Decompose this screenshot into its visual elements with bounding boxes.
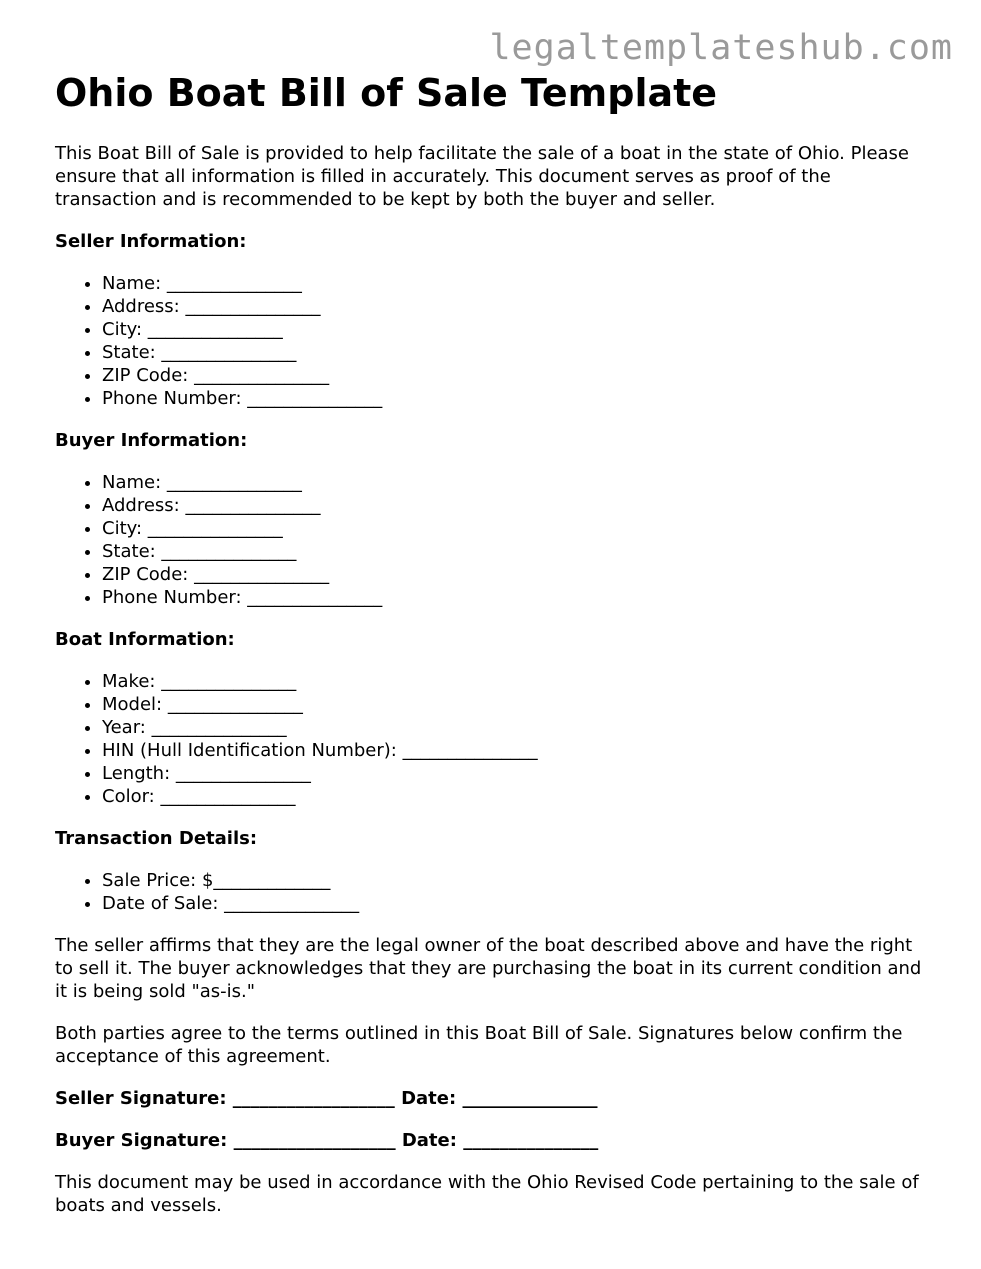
buyer-phone-field: • Phone Number: _______________ bbox=[102, 586, 935, 609]
watermark: legaltemplateshub.com bbox=[489, 28, 953, 68]
page-title: Ohio Boat Bill of Sale Template bbox=[55, 71, 718, 115]
seller-signature-line: Seller Signature: __________________ Date: _______________ bbox=[55, 1088, 598, 1109]
seller-heading: Seller Information: bbox=[55, 231, 247, 252]
seller-info-list bbox=[55, 272, 935, 410]
seller-state-field: • State: _______________ bbox=[102, 341, 935, 364]
affirmation-paragraph: The seller affirms that they are the legal owner of the boat described above and have the right to sell it. The buyer acknowledges that they are purchasing the boat in its current condition and it is being sold "as-is." bbox=[55, 935, 922, 1002]
intro-paragraph: This Boat Bill of Sale is provided to help facilitate the sale of a boat in the state of Ohio. Please ensure that all information is filled in accurately. This document serves as proof of the transaction and is recommended to be kept by both the buyer and seller. bbox=[55, 143, 909, 210]
document bbox=[55, 70, 935, 1236]
buyer-state-field: • State: _______________ bbox=[102, 540, 935, 563]
agreement-paragraph: Both parties agree to the terms outlined in this Boat Bill of Sale. Signatures below confirm the acceptance of this agreement. bbox=[55, 1023, 903, 1067]
buyer-signature-line: Buyer Signature: __________________ Date: _______________ bbox=[55, 1130, 599, 1151]
boat-make-field: • Make: _______________ bbox=[102, 670, 935, 693]
buyer-name-field: • Name: _______________ bbox=[102, 471, 935, 494]
boat-model-field: • Model: _______________ bbox=[102, 693, 935, 716]
sale-price-field: • Sale Price: $_____________ bbox=[102, 869, 935, 892]
buyer-zip-field: • ZIP Code: _______________ bbox=[102, 563, 935, 586]
sale-date-field: • Date of Sale: _______________ bbox=[102, 892, 935, 915]
boat-heading: Boat Information: bbox=[55, 629, 235, 650]
footer-note: This document may be used in accordance with the Ohio Revised Code pertaining to the sale of boats and vessels. bbox=[55, 1172, 919, 1216]
buyer-info-list bbox=[55, 471, 935, 609]
boat-color-field: • Color: _______________ bbox=[102, 785, 935, 808]
seller-phone-field: • Phone Number: _______________ bbox=[102, 387, 935, 410]
buyer-address-field: • Address: _______________ bbox=[102, 494, 935, 517]
boat-year-field: • Year: _______________ bbox=[102, 716, 935, 739]
seller-city-field: • City: _______________ bbox=[102, 318, 935, 341]
transaction-heading: Transaction Details: bbox=[55, 828, 258, 849]
seller-zip-field: • ZIP Code: _______________ bbox=[102, 364, 935, 387]
boat-info-list bbox=[55, 670, 935, 808]
transaction-list bbox=[55, 869, 935, 915]
buyer-heading: Buyer Information: bbox=[55, 430, 248, 451]
buyer-city-field: • City: _______________ bbox=[102, 517, 935, 540]
boat-length-field: • Length: _______________ bbox=[102, 762, 935, 785]
boat-hin-field: • HIN (Hull Identification Number): _______________ bbox=[102, 739, 935, 762]
seller-address-field: • Address: _______________ bbox=[102, 295, 935, 318]
seller-name-field: • Name: _______________ bbox=[102, 272, 935, 295]
